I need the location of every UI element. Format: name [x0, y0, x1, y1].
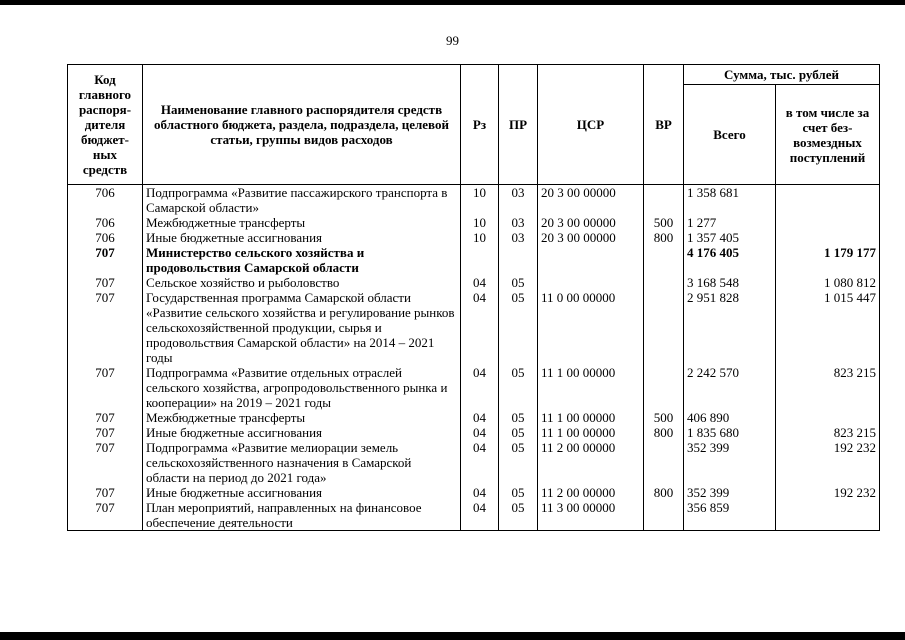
cell-code: 706: [68, 215, 143, 230]
cell-free: [776, 215, 880, 230]
header-pr: ПР: [499, 65, 538, 185]
table-row: [68, 230, 880, 245]
cell-pr: 03: [499, 230, 538, 245]
cell-code: 706: [68, 185, 143, 216]
cell-csr: 20 3 00 00000: [538, 215, 644, 230]
cell-total: 3 168 548: [684, 275, 776, 290]
cell-name: Межбюджетные трансферты: [143, 215, 461, 230]
cell-csr: 20 3 00 00000: [538, 230, 644, 245]
cell-rz: 04: [461, 365, 499, 410]
cell-total: 356 859: [684, 500, 776, 531]
header-name: Наименование главного распорядителя средств областного бюджета, раздела, подраздела, целевой статьи, группы видов расходов: [143, 65, 461, 185]
cell-pr: 05: [499, 500, 538, 531]
cell-total: 1 357 405: [684, 230, 776, 245]
cell-csr: [538, 245, 644, 275]
cell-free: 823 215: [776, 425, 880, 440]
cell-pr: 05: [499, 485, 538, 500]
header-vr: ВР: [644, 65, 684, 185]
cell-pr: 03: [499, 215, 538, 230]
cell-free: 823 215: [776, 365, 880, 410]
table-row: [68, 215, 880, 230]
cell-vr: 500: [644, 215, 684, 230]
cell-total: 352 399: [684, 485, 776, 500]
cell-code: 707: [68, 365, 143, 410]
cell-vr: 500: [644, 410, 684, 425]
cell-pr: 05: [499, 425, 538, 440]
cell-csr: 11 0 00 00000: [538, 290, 644, 365]
cell-code: 707: [68, 440, 143, 485]
cell-csr: [538, 275, 644, 290]
table-row: [68, 485, 880, 500]
cell-free: [776, 230, 880, 245]
cell-pr: 05: [499, 410, 538, 425]
cell-code: 707: [68, 500, 143, 531]
cell-vr: 800: [644, 485, 684, 500]
cell-csr: 11 1 00 00000: [538, 410, 644, 425]
cell-pr: 03: [499, 185, 538, 216]
cell-vr: [644, 440, 684, 485]
cell-code: 706: [68, 230, 143, 245]
cell-csr: 11 2 00 00000: [538, 440, 644, 485]
cell-total: 352 399: [684, 440, 776, 485]
cell-csr: 11 3 00 00000: [538, 500, 644, 531]
cell-name: План мероприятий, направленных на финансовое обеспечение деятельности: [143, 500, 461, 531]
cell-rz: 04: [461, 440, 499, 485]
cell-free: [776, 500, 880, 531]
cell-rz: 04: [461, 425, 499, 440]
cell-rz: 10: [461, 185, 499, 216]
header-sum: Сумма, тыс. рублей: [684, 65, 880, 85]
cell-total: 1 358 681: [684, 185, 776, 216]
cell-rz: 04: [461, 290, 499, 365]
cell-rz: 10: [461, 230, 499, 245]
cell-csr: 11 1 00 00000: [538, 425, 644, 440]
cell-name: Иные бюджетные ассигнования: [143, 425, 461, 440]
header-total: Всего: [684, 85, 776, 185]
cell-total: 2 242 570: [684, 365, 776, 410]
cell-free: 1 015 447: [776, 290, 880, 365]
bottom-border-rule: [0, 632, 905, 640]
table-row: [68, 500, 880, 531]
cell-total: 1 835 680: [684, 425, 776, 440]
table-row: [68, 365, 880, 410]
cell-csr: 11 1 00 00000: [538, 365, 644, 410]
table-row: [68, 245, 880, 275]
cell-name: Подпрограмма «Развитие мелиорации земель сельскохозяйственного назначения в Самарской области на период до 2021 года»: [143, 440, 461, 485]
table-row: [68, 440, 880, 485]
header-free: в том числе за счет без-возмездных поступлений: [776, 85, 880, 185]
cell-name: Министерство сельского хозяйства и продовольствия Самарской области: [143, 245, 461, 275]
cell-csr: 11 2 00 00000: [538, 485, 644, 500]
cell-vr: [644, 275, 684, 290]
cell-vr: [644, 185, 684, 216]
cell-free: 1 179 177: [776, 245, 880, 275]
cell-free: 1 080 812: [776, 275, 880, 290]
cell-rz: 04: [461, 500, 499, 531]
table-row: [68, 275, 880, 290]
cell-code: 707: [68, 245, 143, 275]
cell-csr: 20 3 00 00000: [538, 185, 644, 216]
cell-total: 2 951 828: [684, 290, 776, 365]
cell-name: Подпрограмма «Развитие пассажирского транспорта в Самарской области»: [143, 185, 461, 216]
cell-rz: 10: [461, 215, 499, 230]
cell-code: 707: [68, 485, 143, 500]
header-code: Код главного распоря-дителя бюджет-ных средств: [68, 65, 143, 185]
top-border-rule: [0, 0, 905, 5]
cell-free: [776, 410, 880, 425]
cell-free: [776, 185, 880, 216]
cell-total: 406 890: [684, 410, 776, 425]
cell-pr: 05: [499, 365, 538, 410]
cell-pr: 05: [499, 275, 538, 290]
cell-vr: [644, 365, 684, 410]
cell-name: Иные бюджетные ассигнования: [143, 230, 461, 245]
cell-total: 1 277: [684, 215, 776, 230]
cell-pr: [499, 245, 538, 275]
cell-code: 707: [68, 290, 143, 365]
cell-name: Государственная программа Самарской области «Развитие сельского хозяйства и регулирование рынков сельскохозяйственной продукции, сырья и продовольствия Самарской области» на 2014 – 2021 годы: [143, 290, 461, 365]
cell-vr: 800: [644, 425, 684, 440]
cell-name: Иные бюджетные ассигнования: [143, 485, 461, 500]
table-row: [68, 410, 880, 425]
table-row: [68, 425, 880, 440]
budget-table: [67, 64, 880, 531]
cell-pr: 05: [499, 440, 538, 485]
table-row: [68, 290, 880, 365]
cell-free: 192 232: [776, 485, 880, 500]
cell-vr: [644, 500, 684, 531]
cell-name: Сельское хозяйство и рыболовство: [143, 275, 461, 290]
header-rz: Рз: [461, 65, 499, 185]
cell-pr: 05: [499, 290, 538, 365]
cell-vr: 800: [644, 230, 684, 245]
cell-name: Межбюджетные трансферты: [143, 410, 461, 425]
cell-name: Подпрограмма «Развитие отдельных отраслей сельского хозяйства, агропродовольственного рынка и кооперации» на 2019 – 2021 годы: [143, 365, 461, 410]
cell-rz: 04: [461, 410, 499, 425]
page-number: 99: [446, 33, 459, 48]
cell-code: 707: [68, 425, 143, 440]
cell-free: 192 232: [776, 440, 880, 485]
cell-rz: 04: [461, 485, 499, 500]
cell-vr: [644, 290, 684, 365]
header-csr: ЦСР: [538, 65, 644, 185]
cell-total: 4 176 405: [684, 245, 776, 275]
table-row: [68, 185, 880, 216]
cell-code: 707: [68, 275, 143, 290]
cell-code: 707: [68, 410, 143, 425]
cell-rz: [461, 245, 499, 275]
cell-vr: [644, 245, 684, 275]
cell-rz: 04: [461, 275, 499, 290]
